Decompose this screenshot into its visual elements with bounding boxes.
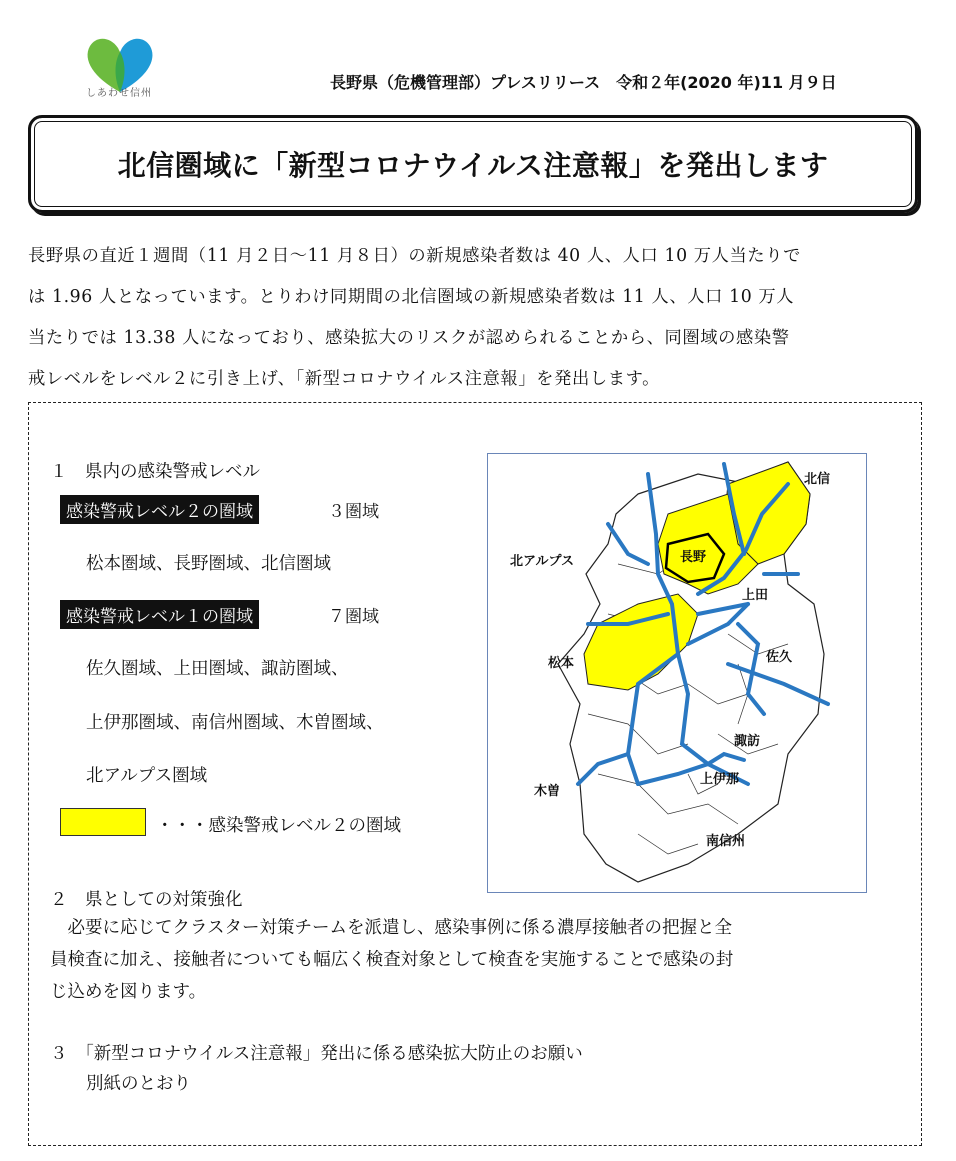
map-label-suwa: 諏訪 [734,734,761,749]
level1-badge: 感染警戒レベル１の圏域 [60,600,259,629]
intro-paragraph: 長野県の直近１週間（11 月２日〜11 月８日）の新規感染者数は 40 人、人口 10 万人当たりで は 1.96 人となっています。とりわけ同期間の北信圏域の新規感染者数は 11 人、人口 10 万人 当たりでは 13.38 人になっており、感染拡大のリスクが認められることから、同圏域の感染警 戒レベルをレベル２に引き上げ、「新型コロナウイルス注意報」を発出します。 [28,246,802,389]
title-box [28,115,918,213]
level2-areas: 松本圏域、長野圏域、北信圏域 [86,554,331,574]
map-label-hokushin: 北信 [804,472,831,487]
section3-heading: ３ 「新型コロナウイルス注意報」発出に係る感染拡大防止のお願い [50,1044,583,1064]
logo-caption: しあわせ信州 [86,88,152,99]
level2-count: ３圏域 [328,502,379,522]
map-label-nagano: 長野 [680,550,707,565]
level1-count: ７圏域 [328,607,379,627]
level1-areas-line3: 北アルプス圏域 [86,766,208,786]
map-label-kiso: 木曽 [534,784,561,799]
map-svg [488,454,866,892]
section3-body: 別紙のとおり [86,1074,191,1094]
map-label-kamiina: 上伊那 [700,772,740,787]
legend-text: ・・・感染警戒レベル２の圏域 [156,816,401,836]
level1-areas-line2: 上伊那圏域、南信州圏域、木曽圏域、 [86,713,384,733]
section2-heading: ２ 県としての対策強化 [50,890,243,910]
nagano-region-map [487,453,867,893]
page-title: 北信圏域に「新型コロナウイルス注意報」を発出します [117,149,829,182]
section2-body: 必要に応じてクラスター対策チームを派遣し、感染事例に係る濃厚接触者の把握と全 員検査に加え、接触者についても幅広く検査対象として検査を実施することで感染の封 じ込めを図ります。 [50,918,734,1002]
map-label-kita-alps: 北アルプス [510,554,574,569]
map-label-saku: 佐久 [766,650,793,665]
map-label-matsumoto: 松本 [548,656,575,671]
level1-areas-line1: 佐久圏域、上田圏域、諏訪圏域、 [86,659,349,679]
legend-swatch [60,808,146,836]
map-label-ueda: 上田 [742,588,769,603]
section1-heading: １ 県内の感染警戒レベル [50,462,260,482]
press-release-line: 長野県（危機管理部）プレスリリース 令和２年(2020 年)11 月９日 [330,73,837,92]
level2-badge: 感染警戒レベル２の圏域 [60,495,259,524]
map-label-minamishinshu: 南信州 [706,834,746,849]
